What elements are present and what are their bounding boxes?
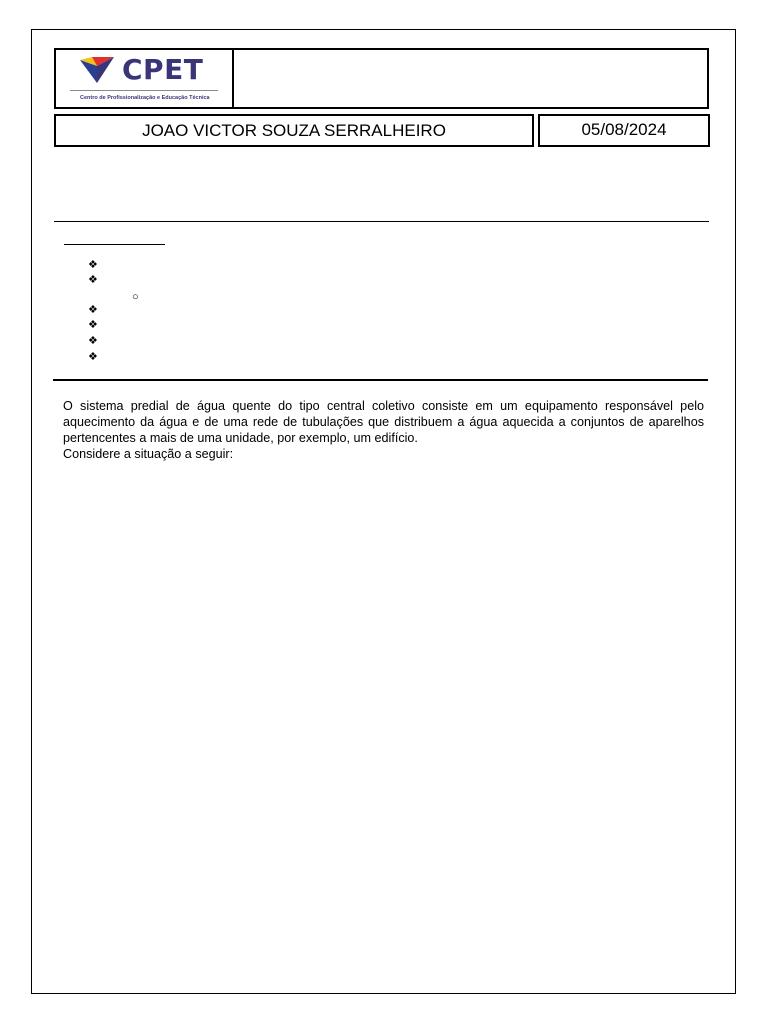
- bullet-4: ❖: [88, 319, 98, 331]
- student-name: JOAO VICTOR SOUZA SERRALHEIRO: [54, 114, 534, 147]
- divider-top: [54, 221, 709, 222]
- blank-title-line: [64, 244, 165, 245]
- page-frame: [31, 29, 736, 994]
- bullet-6: ❖: [88, 351, 98, 363]
- question-paragraph: O sistema predial de água quente do tipo central coletivo consiste em um equipamento responsável pelo aquecimento da água e de uma rede de tubulações que distribuem a água aquecida a conjuntos de aparelhos pertencentes a mais de uma unidade, por exemplo, um edifício.: [63, 399, 704, 445]
- question-text: [63, 398, 704, 462]
- header-box: [54, 48, 709, 109]
- logo-divider: [70, 90, 218, 91]
- logo-text: CPET: [122, 53, 204, 86]
- cpet-logo-icon: [80, 57, 114, 83]
- bullet-1: ❖: [88, 259, 98, 271]
- bullet-5: ❖: [88, 335, 98, 347]
- exam-date: 05/08/2024: [538, 114, 710, 147]
- divider-bottom: [53, 379, 708, 381]
- logo-subtitle: Centro de Profissionalização e Educação Técnica: [80, 95, 210, 101]
- logo-cell: [56, 50, 234, 107]
- bullet-3: ❖: [88, 304, 98, 316]
- question-prompt: Considere a situação a seguir:: [63, 447, 234, 461]
- bullet-2: ❖: [88, 274, 98, 286]
- sub-bullet-1: ○: [132, 291, 139, 303]
